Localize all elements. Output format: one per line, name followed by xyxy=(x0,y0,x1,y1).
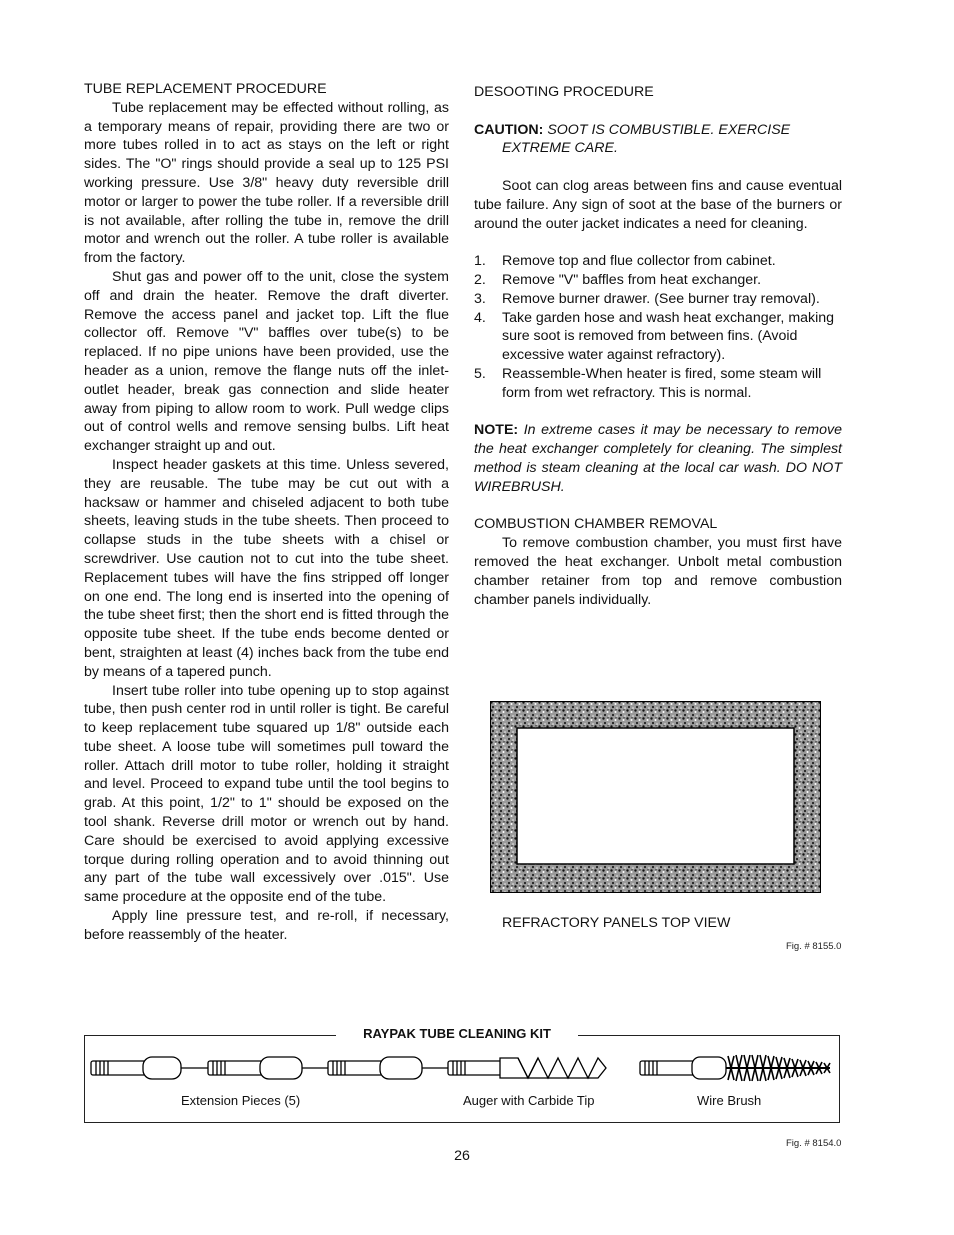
extension-piece-icon xyxy=(328,1057,448,1079)
extension-piece-icon xyxy=(208,1057,328,1079)
combustion-heading: COMBUSTION CHAMBER REMOVAL xyxy=(474,516,718,533)
list-item: 5. Reassemble-When heater is fired, some steam will form from wet refractory. This is normal. xyxy=(474,365,822,401)
note-label: NOTE: xyxy=(474,422,519,439)
kit-label-extension: Extension Pieces (5) xyxy=(181,1093,301,1108)
tube-replacement-para-1: Tube replacement may be effected without rolling, as a temporary means of repair, providing there are two or more tubes rolled in to act as stays on the left or right sides. The "O" rings should provide a seal up to 125 PSI working pressure. Use 3/8" heavy duty reversible drill motor or larger to power the tube roller. If a reversible drill is not available, after rolling the tube in, remove the drill motor and wrench out the roller. A tube roller is available from the factory. xyxy=(84,99,449,267)
note-text: In extreme cases it may be necessary to remove the heat exchanger completely for cleaning. The simplest method is steam cleaning at the local car wash. DO NOT WIREBRUSH. xyxy=(474,422,843,495)
list-item: 1. Remove top and flue collector from cabinet. xyxy=(474,253,776,270)
fig-number-8154: Fig. # 8154.0 xyxy=(786,1138,842,1149)
combustion-text: To remove combustion chamber, you must first have removed the heat exchanger. Unbolt metal combustion chamber retainer from top and remove combustion chamber panels individually. xyxy=(474,535,842,608)
kit-title: RAYPAK TUBE CLEANING KIT xyxy=(336,1026,578,1041)
desooting-intro: Soot can clog areas between fins and cause eventual tube failure. Any sign of soot at the base of the burners or around the outer jacket indicates a need for cleaning. xyxy=(474,177,842,232)
caution-label: CAUTION: xyxy=(474,121,544,138)
tube-replacement-para-4: Insert tube roller into tube opening up to stop against tube, then push center rod in until roller is tight. Be careful to keep replacement tube squared up 1/8" outside each tube sheet. A loose tube will sometimes pull toward the roller. Attach drill motor to tube roller, holding it straight and level. Proceed to expand tube until the tool begins to grab. At this point, 1/2" to 1" should be exposed on the tool shank. Reverse drill motor or wrench out by hand. Care should be exercised to avoid applying excessive torque during rolling operation and to avoid thinning out any part of the tube wall excessively over .015". Use same procedure at the opposite end of the tube. xyxy=(84,682,449,906)
right-column xyxy=(474,83,842,609)
tube-replacement-para-5: Apply line pressure test, and re-roll, if necessary, before reassembly of the heater. xyxy=(84,908,449,943)
page-number: 26 xyxy=(454,1148,470,1164)
list-item: 3. Remove burner drawer. (See burner tray removal). xyxy=(474,290,820,307)
note-block xyxy=(474,421,842,496)
list-item: 4. Take garden hose and wash heat exchanger, making sure soot is removed from between fins. (Avoid excessive water against refractory). xyxy=(474,309,835,364)
refractory-panels-figure xyxy=(490,701,821,893)
extension-piece-icon xyxy=(91,1057,208,1079)
caution-text: SOOT IS COMBUSTIBLE. EXERCISE EXTREME CARE. xyxy=(502,121,791,157)
tube-replacement-para-2: Shut gas and power off to the unit, close the system off and drain the heater. Remove the draft diverter. Remove the access panel and jacket top. Lift the flue collector off. Remove "V" baffles over tube(s) to be replaced. If no pipe unions have been provided, use the header as a union, remove the flange nuts off the inlet-outlet header, break gas connection and slide heater away from piping to allow room to work. Pull wedge clips out of control wells and remove sensing bulbs. Lift heat exchanger straight up and out. xyxy=(84,268,449,455)
list-item: 2. Remove "V" baffles from heat exchanger. xyxy=(474,271,762,288)
fig-number-8155: Fig. # 8155.0 xyxy=(786,941,842,952)
desooting-steps xyxy=(474,252,842,402)
tube-replacement-para-3: Inspect header gaskets at this time. Unless severed, they are reusable. The tube may be cut out with a hacksaw or hammer and chiseled adjacent to both tube sheets, leaving studs in the tube sheets. Then proceed to collapse studs in the tube sheets with a chisel or screwdriver. Use caution not to cut into the tube sheet. Replacement tubes will have the fins stripped off longer on one end. The long end is inserted into the opening of the tube sheet first; then the short end is fitted through the opposite tube sheet. If the tube ends become dented or bent, straighten at least (4) inches back from the tube end by means of a tapered punch. xyxy=(84,456,449,680)
tube-replacement-heading: TUBE REPLACEMENT PROCEDURE xyxy=(84,81,327,97)
tube-cleaning-kit-illustration xyxy=(88,1053,840,1085)
auger-icon xyxy=(448,1058,606,1078)
kit-label-auger: Auger with Carbide Tip xyxy=(463,1093,595,1108)
desooting-heading: DESOOTING PROCEDURE xyxy=(474,84,654,100)
left-column xyxy=(84,80,449,945)
wire-brush-icon xyxy=(640,1057,830,1079)
refractory-caption: REFRACTORY PANELS TOP VIEW xyxy=(502,915,731,931)
kit-label-wire-brush: Wire Brush xyxy=(697,1093,762,1108)
caution-block xyxy=(474,121,842,159)
